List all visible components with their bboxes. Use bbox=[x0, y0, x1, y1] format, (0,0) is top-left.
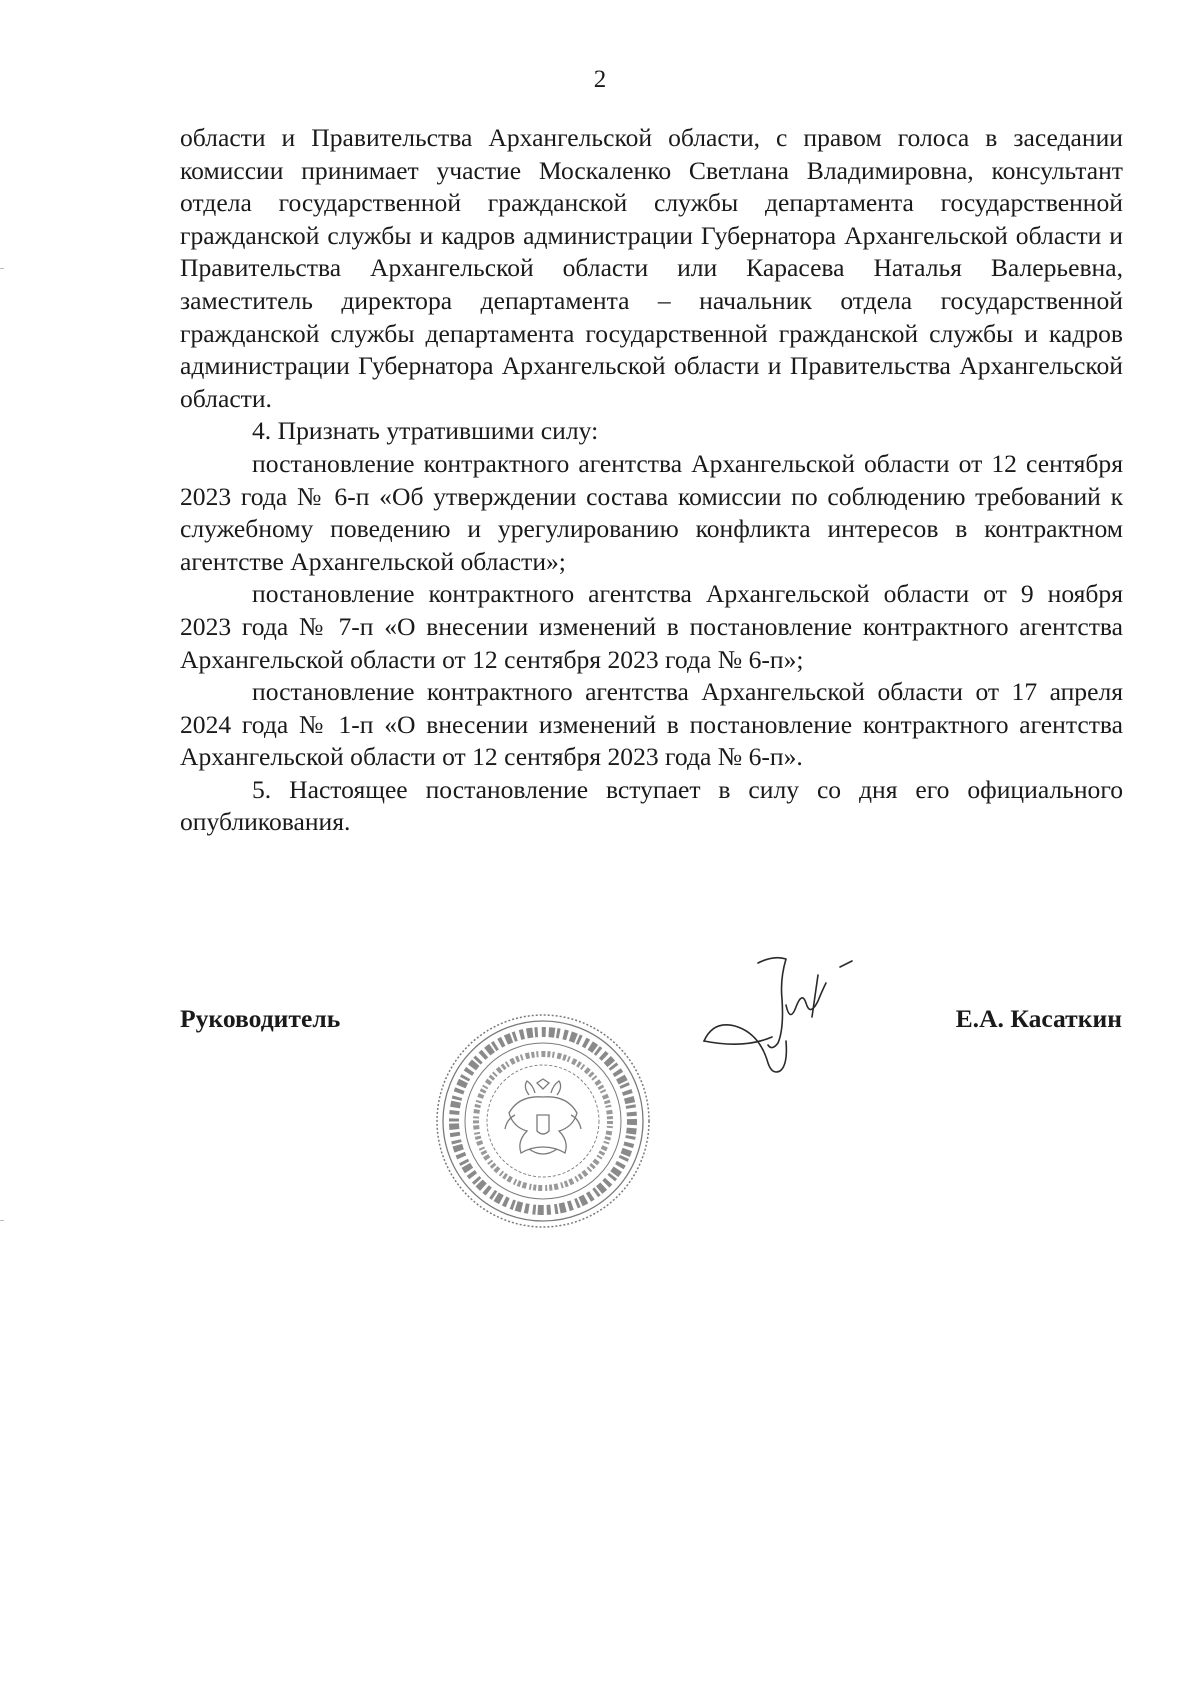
signatory-name: Е.А. Касаткин bbox=[955, 1004, 1122, 1033]
paragraph-repealed-resolution-7p: постановление контрактного агентства Архангельской области от 9 ноября 2023 года № 7-п «О внесении изменений в постановление контрактного агентства Архангельской области от 12 сентября 2023 года № 6-п»; bbox=[180, 579, 1123, 674]
coat-of-arms-icon bbox=[505, 1079, 581, 1154]
scan-edge-mark bbox=[0, 1220, 4, 1221]
paragraph-item-5-effective: 5. Настоящее постановление вступает в силу со дня его официального опубликования. bbox=[180, 774, 1123, 837]
paragraph-commission-member: области и Правительства Архангельской области, с правом голоса в заседании комиссии принимает участие Москаленко Светлана Владимировна, консультант отдела государственной гражданской службы департамента государственной гражданской службы и кадров администрации Губернатора Архангельской области и Правительства Архангельской области или Карасева Наталья Валерьевна, заместитель директора департамента – начальник отдела государственной гражданской службы департамента государственной гражданской службы и кадров администрации Губернатора Архангельской области и Правительства Архангельской области. bbox=[180, 123, 1123, 413]
page-number: 2 bbox=[593, 66, 607, 93]
scan-edge-mark bbox=[0, 268, 4, 269]
paragraph-repealed-resolution-1p: постановление контрактного агентства Архангельской области от 17 апреля 2024 года № 1-п «О внесении изменений в постановление контрактного агентства Архангельской области от 12 сентября 2023 года № 6-п». bbox=[180, 677, 1123, 772]
handwritten-signature bbox=[690, 945, 900, 1110]
official-seal bbox=[433, 1011, 653, 1231]
signatory-title: Руководитель bbox=[180, 1004, 341, 1033]
paragraph-repealed-resolution-6p: постановление контрактного агентства Архангельской области от 12 сентября 2023 года № 6-п «Об утверждении состава комиссии по соблюдению требований к служебному поведению и урегулированию конфликта интересов в контрактном агентстве Архангельской области»; bbox=[180, 448, 1123, 576]
document-body bbox=[180, 122, 1123, 839]
paragraph-item-4-heading: 4. Признать утратившими силу: bbox=[252, 416, 599, 446]
